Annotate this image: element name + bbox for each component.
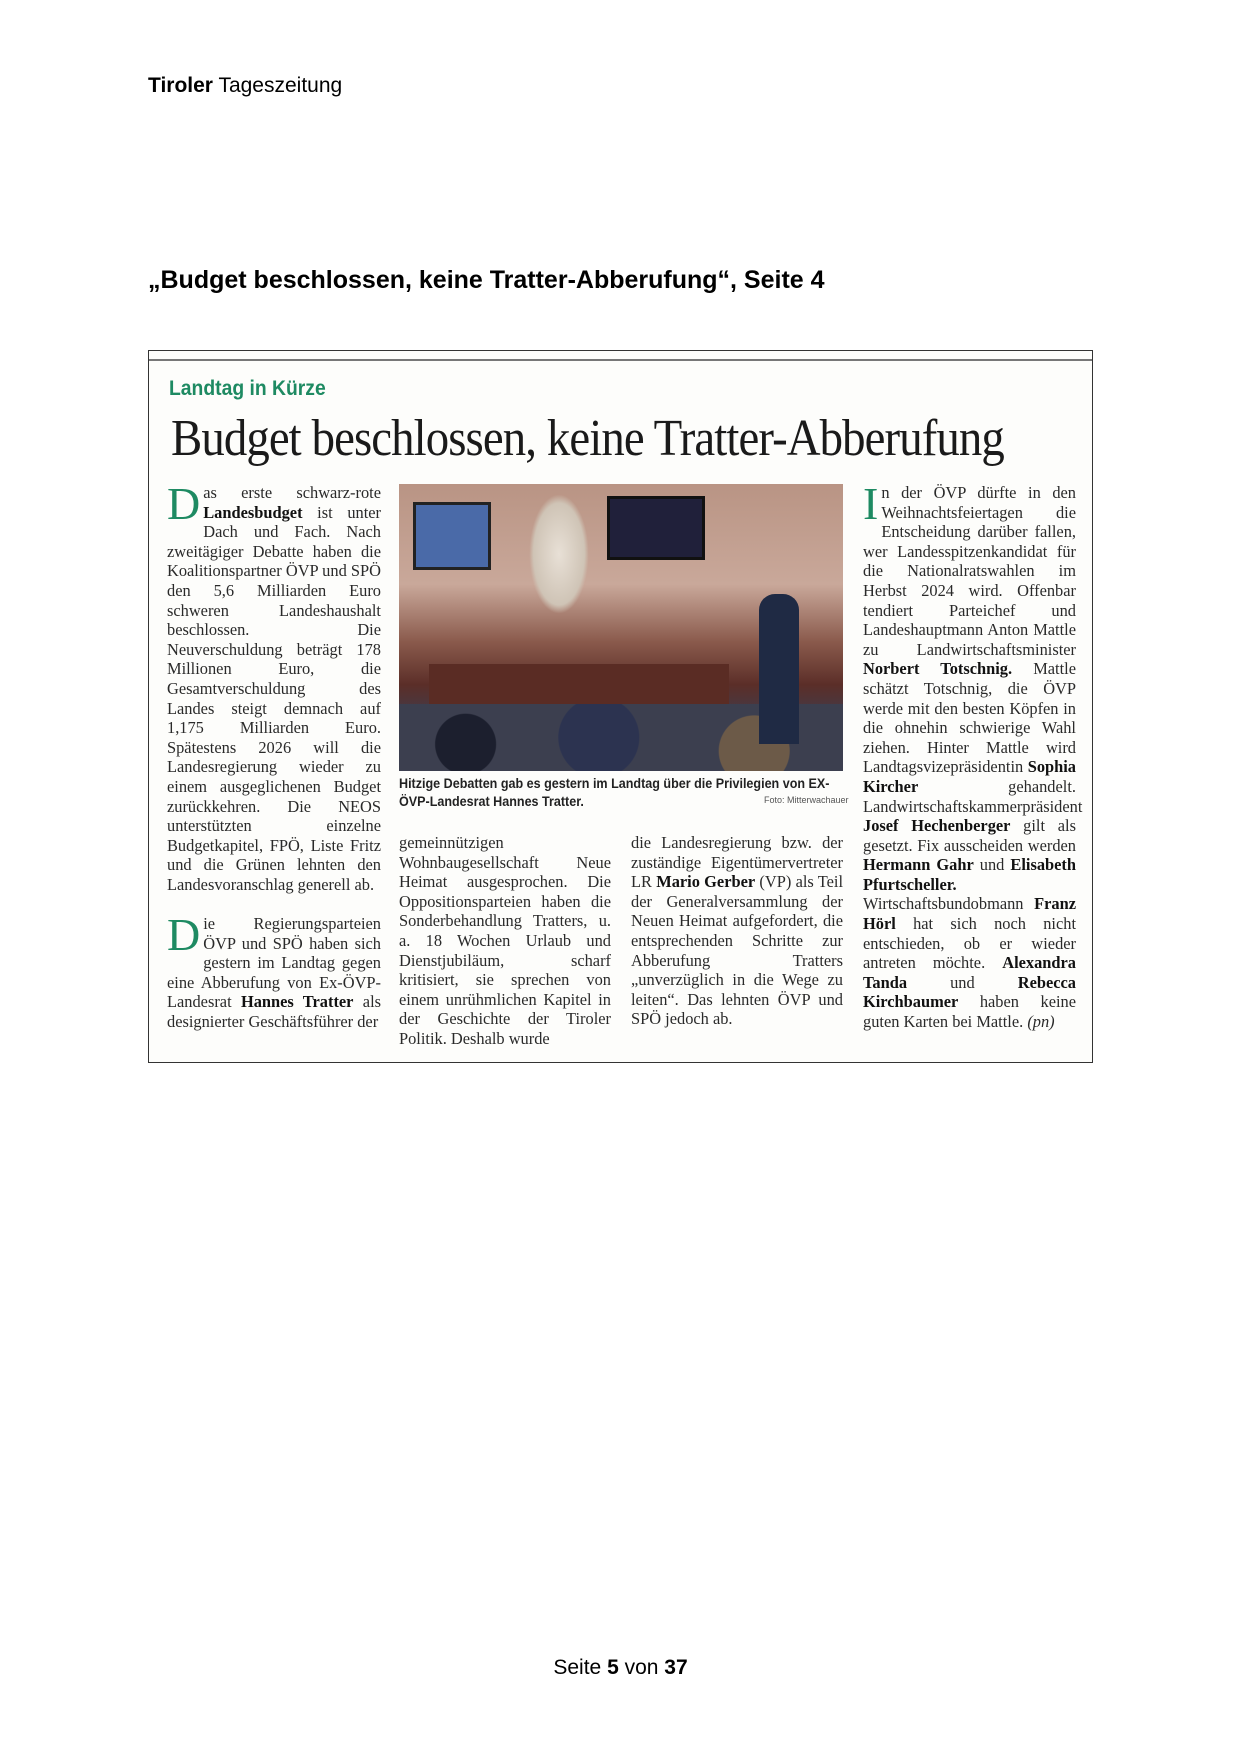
footer-prefix: Seite — [553, 1656, 602, 1679]
article-kicker: Landtag in Kürze — [169, 377, 326, 400]
article-text: ie Regierungsparteien ÖVP und SPÖ haben sich gestern im Landtag gegen eine Abberufung von Ex-ÖVP-Landesrat — [167, 914, 381, 1012]
article-paragraph — [399, 833, 611, 1049]
name-highlight: Landesbudget — [203, 502, 303, 522]
article-paragraph — [631, 833, 843, 1029]
article-column-1 — [167, 478, 381, 1051]
article-paragraph — [863, 478, 1083, 1032]
article-text: Mattle schätzt Totschnig, die ÖVP werde mit den besten Köpfen in die ohnehin schwierige Wahl ziehen. Hinter Mattle wird Landtagsvizepräsidentin — [863, 659, 1076, 777]
article-text: und — [907, 972, 1018, 992]
publication-name-rest: Tageszeitung — [218, 74, 343, 97]
article-text: (pn) — [1027, 1012, 1055, 1032]
article-text: Wirtschaftsbundobmann — [863, 894, 1035, 914]
name-highlight: Norbert Totschnig. — [863, 659, 1013, 679]
photo-statue — [529, 494, 589, 614]
name-highlight: Alexandra Tanda — [863, 953, 1076, 992]
page-total: 37 — [664, 1656, 688, 1679]
article-column-2 — [399, 833, 611, 1068]
drop-cap: D — [167, 909, 201, 961]
page-footer — [0, 1656, 1241, 1680]
photo-caption: Hitzige Debatten gab es gestern im Landtag über die Privilegien von EX-ÖVP-Landesrat Hannes Tratter. — [399, 776, 830, 809]
newspaper-clipping — [148, 350, 1093, 1063]
article-text: haben keine guten Karten bei Mattle. — [863, 992, 1076, 1032]
name-highlight: Hannes Tratter — [240, 992, 354, 1012]
article-text: (VP) als Teil der Generalversammlung der Neuen Heimat aufgefordert, die entsprechenden Schritte zur Abberufung Tratters „unverzüglich in die Wege zu leiten“. Das lehnten ÖVP und SPÖ jedoch ab. — [631, 872, 843, 1029]
article-text: gehandelt. Landwirtschaftskammerpräsident — [863, 776, 1083, 816]
article-text: n der ÖVP dürfte in den Weihnachtsfeiertagen die Entscheidung darüber fallen, wer Landesspitzenkandidat für die Nationalratswahlen im Herbst 2024 wird. Offenbar tendiert Parteichef und Landeshauptmann Anton Mattle zu Landwirtschaftsminister — [863, 483, 1076, 659]
name-highlight: Mario Gerber — [656, 872, 756, 892]
article-text: und — [973, 855, 1011, 875]
article-column-4 — [863, 478, 1083, 1051]
article-text: hat sich noch nicht entschieden, ob er wieder antreten möchte. — [863, 914, 1076, 973]
name-highlight: Elisabeth Pfurtscheller. — [863, 855, 1076, 894]
photo-video-screen — [413, 502, 491, 570]
drop-cap: I — [863, 478, 879, 529]
name-highlight: Franz Hörl — [863, 894, 1076, 934]
publication-name-bold: Tiroler — [148, 74, 213, 97]
footer-of: von — [624, 1656, 659, 1679]
article-paragraph — [167, 478, 381, 894]
article-text: ist unter Dach und Fach. Nach zweitägiger Debatte haben die Koalitionspartner ÖVP und SPÖ den 5,6 Milliarden Euro schweren Landeshaushalt beschlossen. Die Neuverschuldung beträgt 178 Millionen Euro, die Gesamtverschuldung des Landes steigt demnach auf 1,175 Milliarden Euro. Spätestens 2026 will die Landesregierung wieder zu einem ausgeglichenen Budget zurückkehren. Die NEOS unterstützten einzelne Budgetkapitel, FPÖ, Liste Fritz und die Grünen lehnten den Landesvoranschlag generell ab. — [167, 502, 381, 894]
photo-credit: Foto: Mitterwachauer — [764, 795, 849, 805]
article-text: gilt als gesetzt. Fix ausscheiden werden — [863, 816, 1076, 855]
page-number: 5 — [607, 1656, 619, 1679]
photo-speaker — [759, 594, 799, 744]
article-paragraph — [167, 909, 381, 1032]
article-photo — [399, 484, 843, 771]
name-highlight: Sophia Kircher — [863, 757, 1076, 796]
article-text: die Landesregierung bzw. der zuständige Eigentümervertreter LR — [631, 833, 843, 892]
article-text: as erste schwarz-rote — [203, 483, 381, 502]
article-text: gemeinnützigen Wohnbaugesellschaft Neue Heimat ausgesprochen. Die Oppositionsparteien haben die Sonderbehandlung Tratters, u. a. 18 Wochen Urlaub und Dienstjubiläum, scharf kritisiert, sie sprechen von einem unrühmlichen Kapitel in der Geschichte der Tiroler Politik. Deshalb wurde — [399, 833, 611, 1048]
name-highlight: Hermann Gahr — [863, 855, 974, 875]
name-highlight: Josef Hechenberger — [863, 816, 1011, 836]
article-headline: Budget beschlossen, keine Tratter-Abberufung — [171, 410, 1004, 467]
photo-vote-screen — [607, 496, 705, 560]
name-highlight: Rebecca Kirchbaumer — [863, 972, 1076, 1012]
divider — [149, 359, 1092, 361]
publication-name — [148, 74, 342, 98]
article-text: als designierter Geschäftsführer der — [167, 992, 381, 1032]
document-title: „Budget beschlossen, keine Tratter-Abberufung“, Seite 4 — [148, 266, 825, 294]
drop-cap: D — [167, 478, 201, 529]
article-column-3 — [631, 833, 843, 1049]
